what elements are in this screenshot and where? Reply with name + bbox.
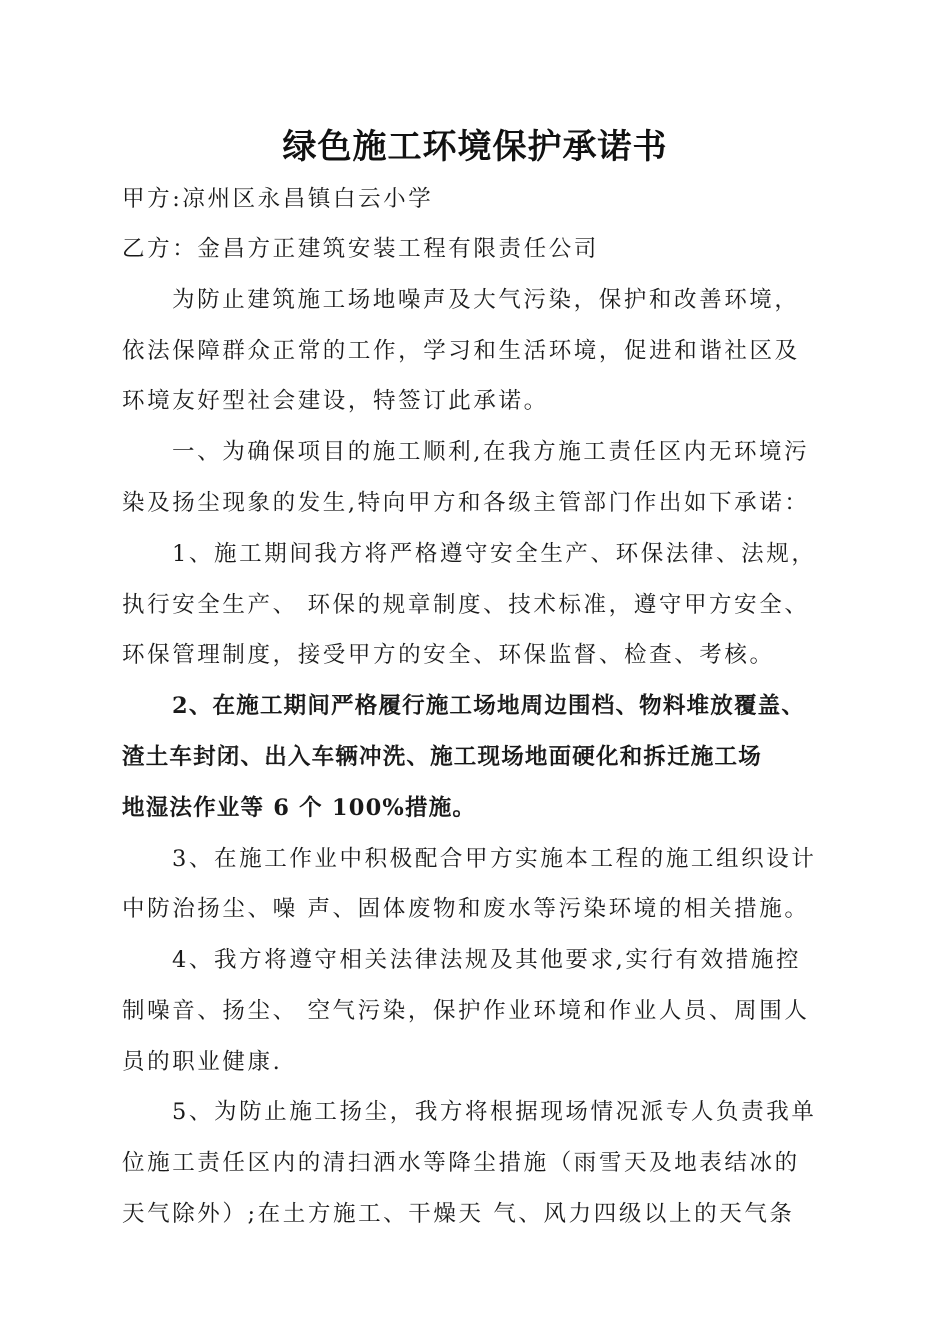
paragraph-line: 3、在施工作业中积极配合甲方实施本工程的施工组织设计	[172, 846, 817, 872]
paragraph-line: 1、施工期间我方将严格遵守安全生产、环保法律、法规，	[172, 541, 817, 567]
paragraph-line: 4、我方将遵守相关法律法规及其他要求,实行有效措施控	[172, 947, 802, 973]
paragraph-line: 环境友好型社会建设，特签订此承诺。	[122, 388, 549, 414]
paragraph-line: 一、为确保项目的施工顺利,在我方施工责任区内无环境污	[172, 439, 810, 465]
party-a-line: 甲方:凉州区永昌镇白云小学	[122, 186, 434, 212]
party-b-line: 乙方：金昌方正建筑安装工程有限责任公司	[122, 236, 599, 262]
paragraph-line: 渣土车封闭、出入车辆冲洗、施工现场地面硬化和拆迁施工场	[122, 744, 762, 770]
paragraph-line: 依法保障群众正常的工作，学习和生活环境，促进和谐社区及	[122, 338, 800, 364]
paragraph-line: 5、为防止施工扬尘，我方将根据现场情况派专人负责我单	[172, 1099, 817, 1125]
paragraph-line: 中防治扬尘、噪 声、固体废物和废水等污染环境的相关措施。	[122, 896, 810, 922]
paragraph-line: 为防止建筑施工场地噪声及大气污染，保护和改善环境，	[172, 287, 800, 313]
paragraph-line: 制噪音、扬尘、 空气污染，保护作业环境和作业人员、周围人	[122, 998, 810, 1024]
paragraph-line: 2、在施工期间严格履行施工场地周边围档、物料堆放覆盖、	[172, 693, 806, 719]
paragraph-line: 环保管理制度，接受甲方的安全、环保监督、检查、考核。	[122, 642, 775, 668]
paragraph-line: 位施工责任区内的清扫洒水等降尘措施（雨雪天及地表结冰的	[122, 1150, 800, 1176]
document-title: 绿色施工环境保护承诺书	[282, 127, 668, 167]
paragraph-line: 执行安全生产、 环保的规章制度、技术标准，遵守甲方安全、	[122, 592, 810, 618]
paragraph-line: 天气除外）;在土方施工、干燥天 气、风力四级以上的天气条	[122, 1201, 795, 1227]
paragraph-line: 地湿法作业等 6 个 100%措施。	[122, 795, 477, 821]
paragraph-line: 员的职业健康.	[122, 1049, 283, 1075]
paragraph-line: 染及扬尘现象的发生,特向甲方和各级主管部门作出如下承诺：	[122, 490, 810, 516]
